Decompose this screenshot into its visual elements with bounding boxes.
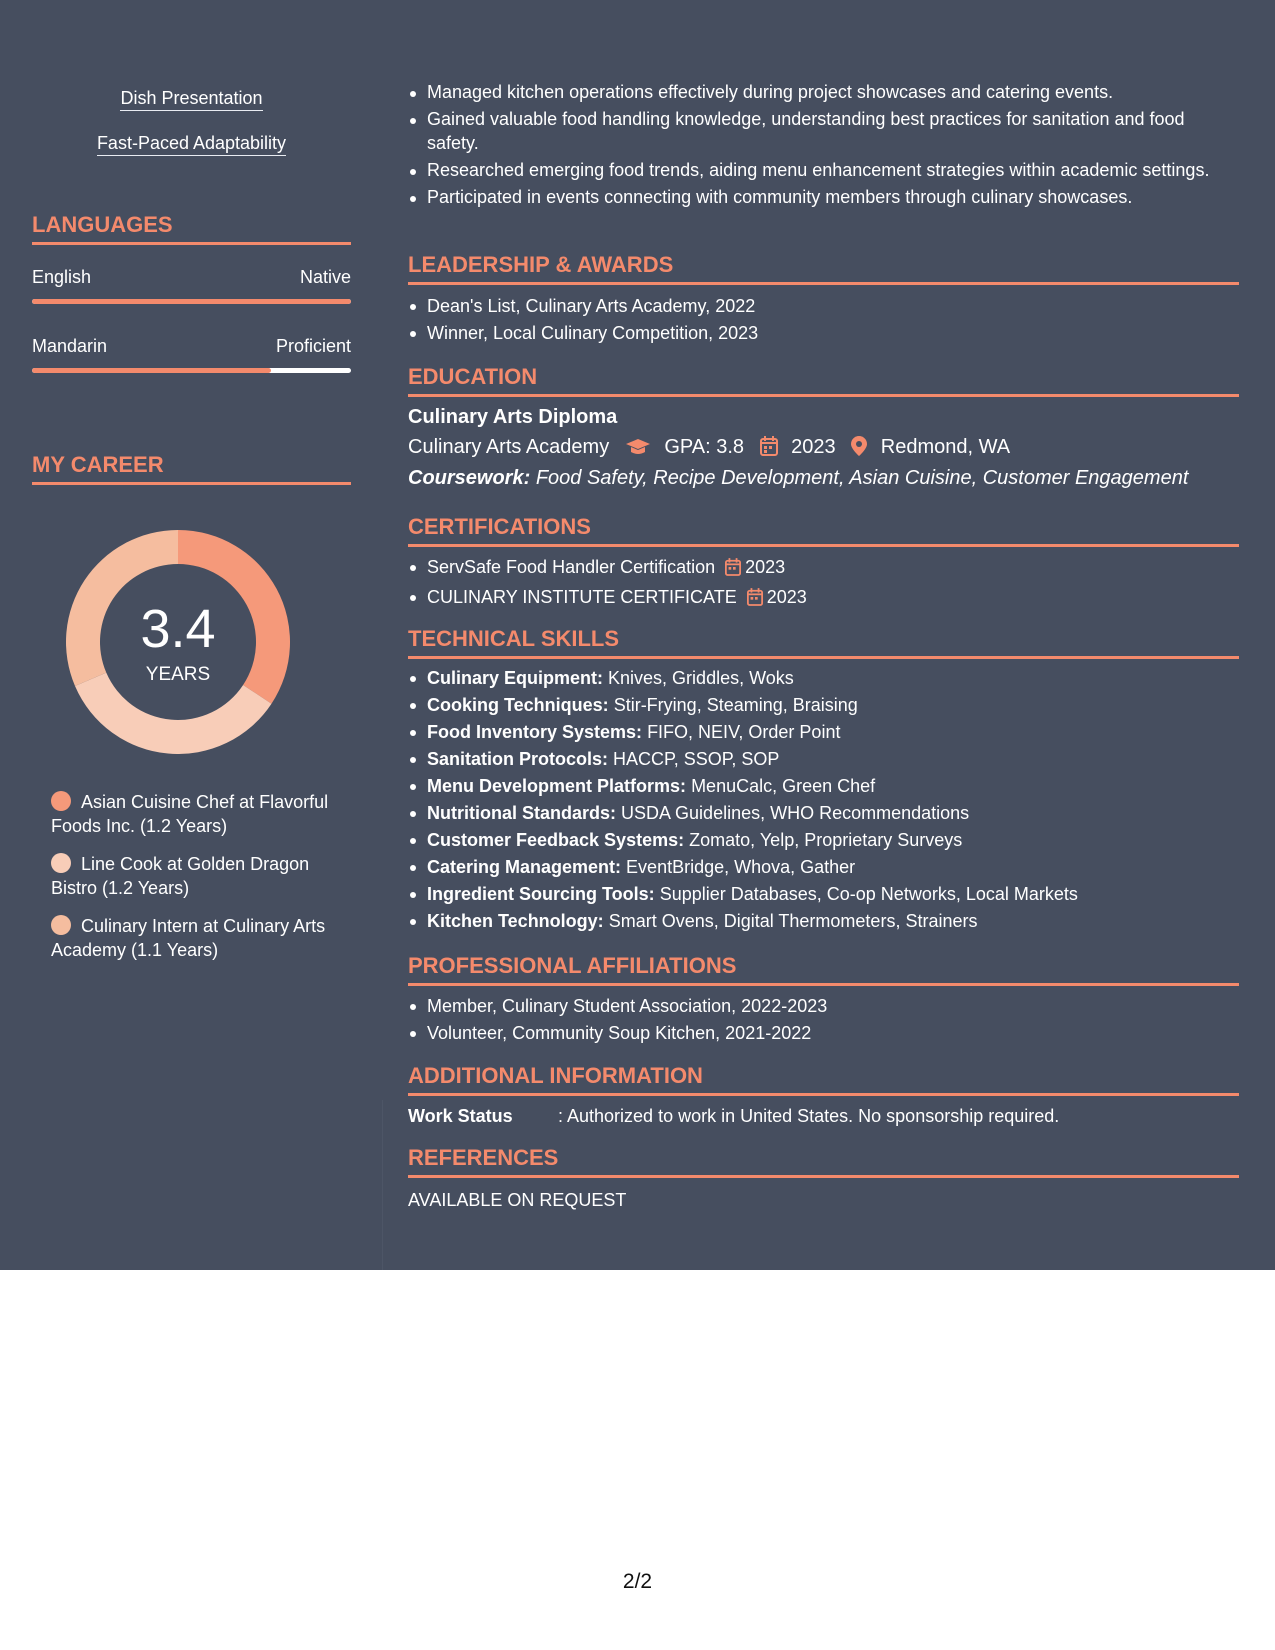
list-item: Winner, Local Culinary Competition, 2023 xyxy=(408,320,1239,347)
list-item: Researched emerging food trends, aiding menu enhancement strategies within academic settings. xyxy=(408,158,1239,182)
list-item: Kitchen Technology: Smart Ovens, Digital Thermometers, Strainers xyxy=(408,908,1239,935)
coursework-label: Coursework: xyxy=(408,467,531,489)
list-item xyxy=(408,554,1239,584)
certification-year: 2023 xyxy=(745,557,786,577)
language-row xyxy=(32,267,351,307)
list-item: Volunteer, Community Soup Kitchen, 2021-2022 xyxy=(408,1020,1239,1047)
list-item: Ingredient Sourcing Tools: Supplier Databases, Co-op Networks, Local Markets xyxy=(408,881,1239,908)
additional-info-heading: ADDITIONAL INFORMATION xyxy=(408,1063,1239,1096)
career-item: Line Cook at Golden Dragon Bistro (1.2 Years) xyxy=(51,854,310,898)
career-total-unit: YEARS xyxy=(145,664,211,685)
career-heading: MY CAREER xyxy=(32,452,351,485)
language-row xyxy=(32,336,351,376)
education-location: Redmond, WA xyxy=(880,436,1011,458)
page-number: 2/2 xyxy=(622,1570,653,1593)
language-proficiency-fill xyxy=(32,368,271,373)
certifications-heading: CERTIFICATIONS xyxy=(408,514,1239,547)
technical-skills-list xyxy=(408,665,1239,935)
education-coursework xyxy=(408,467,1239,490)
calendar-icon xyxy=(760,436,778,462)
list-item: Food Inventory Systems: FIFO, NEIV, Order Point xyxy=(408,719,1239,746)
language-proficiency-bar xyxy=(32,299,351,304)
list-item: Gained valuable food handling knowledge, understanding best practices for sanitation and food safety. xyxy=(408,107,1239,155)
list-item: Menu Development Platforms: MenuCalc, Green Chef xyxy=(408,773,1239,800)
language-name: English xyxy=(32,267,92,287)
affiliations-heading: PROFESSIONAL AFFILIATIONS xyxy=(408,953,1239,986)
skill-item: Fast-Paced Adaptability xyxy=(32,133,351,154)
list-item: Member, Culinary Student Association, 2022-2023 xyxy=(408,993,1239,1020)
education-gpa: GPA: 3.8 xyxy=(664,436,744,458)
work-status-label: Work Status xyxy=(408,1106,513,1126)
list-item xyxy=(408,584,1239,614)
languages-heading: LANGUAGES xyxy=(32,212,351,245)
education-meta xyxy=(408,436,1239,462)
career-item: Asian Cuisine Chef at Flavorful Foods Inc. (1.2 Years) xyxy=(51,792,329,836)
education-year: 2023 xyxy=(791,436,836,458)
affiliations-list xyxy=(408,993,1239,1047)
list-item: Sanitation Protocols: HACCP, SSOP, SOP xyxy=(408,746,1239,773)
career-legend-dot xyxy=(51,853,71,873)
work-status-row xyxy=(408,1106,1239,1130)
language-proficiency-bar xyxy=(32,368,351,373)
list-item: Catering Management: EventBridge, Whova, Gather xyxy=(408,854,1239,881)
career-legend-dot xyxy=(51,915,71,935)
list-item: Dean's List, Culinary Arts Academy, 2022 xyxy=(408,293,1239,320)
education-school: Culinary Arts Academy xyxy=(408,436,610,458)
list-item: Nutritional Standards: USDA Guidelines, WHO Recommendations xyxy=(408,800,1239,827)
list-item: Managed kitchen operations effectively during project showcases and catering events. xyxy=(408,80,1239,104)
career-total-value: 3.4 xyxy=(140,599,216,659)
calendar-icon xyxy=(725,557,741,584)
references-heading: REFERENCES xyxy=(408,1145,1239,1178)
coursework-value: Food Safety, Recipe Development, Asian Cuisine, Customer Engagement xyxy=(535,467,1189,489)
experience-bullets xyxy=(408,80,1239,212)
work-status-value: : Authorized to work in United States. No sponsorship required. xyxy=(558,1106,1060,1126)
technical-skills-heading: TECHNICAL SKILLS xyxy=(408,626,1239,659)
certification-name: CULINARY INSTITUTE CERTIFICATE xyxy=(427,587,737,607)
column-divider xyxy=(382,1100,383,1270)
education-heading: EDUCATION xyxy=(408,364,1239,397)
leadership-heading: LEADERSHIP & AWARDS xyxy=(408,252,1239,285)
skill-item: Dish Presentation xyxy=(32,88,351,109)
language-name: Mandarin xyxy=(32,336,108,356)
references-text: AVAILABLE ON REQUEST xyxy=(408,1190,627,1210)
career-item: Culinary Intern at Culinary Arts Academy (1.1 Years) xyxy=(51,916,326,960)
certifications-list xyxy=(408,554,1239,614)
list-item: Cooking Techniques: Stir-Frying, Steaming, Braising xyxy=(408,692,1239,719)
graduation-cap-icon xyxy=(625,438,651,462)
leadership-list xyxy=(408,293,1239,347)
education-degree: Culinary Arts Diploma xyxy=(408,406,618,428)
language-proficiency-fill xyxy=(32,299,351,304)
language-level: Native xyxy=(299,267,351,287)
certification-name: ServSafe Food Handler Certification xyxy=(427,557,716,577)
list-item: Culinary Equipment: Knives, Griddles, Woks xyxy=(408,665,1239,692)
calendar-icon xyxy=(747,587,763,614)
list-item: Customer Feedback Systems: Zomato, Yelp, Proprietary Surveys xyxy=(408,827,1239,854)
language-level: Proficient xyxy=(275,336,351,356)
certification-year: 2023 xyxy=(766,587,807,607)
career-donut-chart xyxy=(66,530,290,754)
list-item: Participated in events connecting with community members through culinary showcases. xyxy=(408,185,1239,209)
location-pin-icon xyxy=(851,436,867,462)
career-legend-dot xyxy=(51,791,71,811)
